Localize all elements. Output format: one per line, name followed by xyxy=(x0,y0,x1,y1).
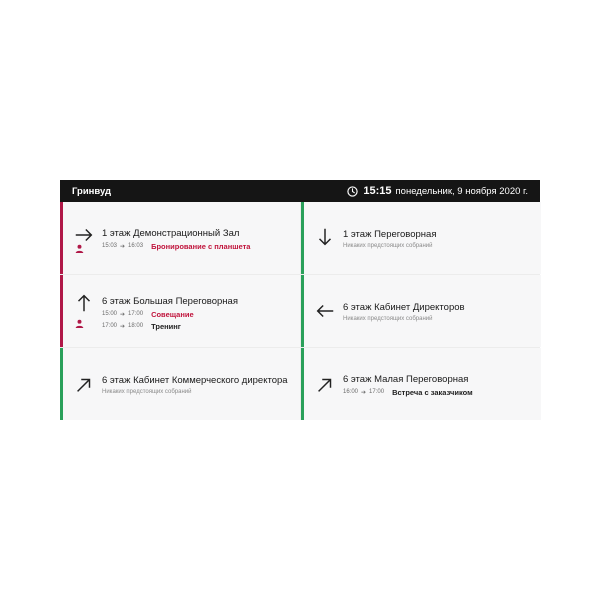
room-tile[interactable] xyxy=(301,202,541,274)
location-name: Гринвуд xyxy=(72,185,112,197)
event-end: 17:00 xyxy=(369,389,385,395)
room-tile[interactable] xyxy=(301,275,541,347)
event-start: 15:00 xyxy=(102,311,118,317)
room-name: 1 этаж Демонстрационный Зал xyxy=(102,227,240,239)
event-title: Бронирование с планшета xyxy=(151,241,251,251)
event-end: 17:00 xyxy=(128,311,144,317)
room-tile[interactable] xyxy=(60,275,300,347)
person-icon xyxy=(75,319,84,328)
person-icon xyxy=(75,244,84,253)
no-meetings-text: Никаких предстоящих собраний xyxy=(343,243,433,249)
arrow-icon: ➔ xyxy=(361,389,367,396)
event-row xyxy=(343,388,533,397)
arrow-down-icon xyxy=(314,226,336,248)
current-date: понедельник, 9 ноября 2020 г. xyxy=(395,185,528,197)
event-end: 16:03 xyxy=(128,243,144,249)
arrow-icon: ➔ xyxy=(120,243,126,250)
room-tile[interactable] xyxy=(60,348,300,420)
current-time: 15:15 xyxy=(363,185,392,197)
no-meetings-text: Никаких предстоящих собраний xyxy=(343,316,433,322)
arrow-left-icon xyxy=(314,300,336,322)
event-title: Тренинг xyxy=(151,321,181,331)
arrow-right-icon xyxy=(73,224,95,246)
event-row xyxy=(102,242,292,251)
event-end: 18:00 xyxy=(128,323,144,329)
arrow-up-right-icon xyxy=(73,374,95,396)
room-tile[interactable] xyxy=(60,202,300,274)
clock-icon xyxy=(347,186,358,197)
arrow-up-right-icon xyxy=(314,374,336,396)
room-name: 6 этаж Большая Переговорная xyxy=(102,295,238,307)
arrow-icon: ➔ xyxy=(120,323,126,330)
rooms-grid xyxy=(60,202,540,420)
event-start: 15:03 xyxy=(102,243,118,249)
arrow-up-icon xyxy=(73,292,95,314)
event-start: 16:00 xyxy=(343,389,359,395)
room-name: 6 этаж Кабинет Директоров xyxy=(343,302,465,313)
no-meetings-text: Никаких предстоящих собраний xyxy=(102,389,192,395)
event-title: Совещание xyxy=(151,309,194,319)
room-name: 6 этаж Малая Переговорная xyxy=(343,373,469,385)
event-row xyxy=(102,322,292,331)
event-title: Встреча с заказчиком xyxy=(392,387,473,397)
room-tile[interactable] xyxy=(301,348,541,420)
event-row xyxy=(102,310,292,319)
top-bar xyxy=(60,180,540,202)
room-board xyxy=(60,180,540,418)
event-start: 17:00 xyxy=(102,323,118,329)
room-name: 1 этаж Переговорная xyxy=(343,229,437,240)
clock xyxy=(347,185,528,197)
arrow-icon: ➔ xyxy=(120,311,126,318)
room-name: 6 этаж Кабинет Коммерческого директора xyxy=(102,375,288,386)
